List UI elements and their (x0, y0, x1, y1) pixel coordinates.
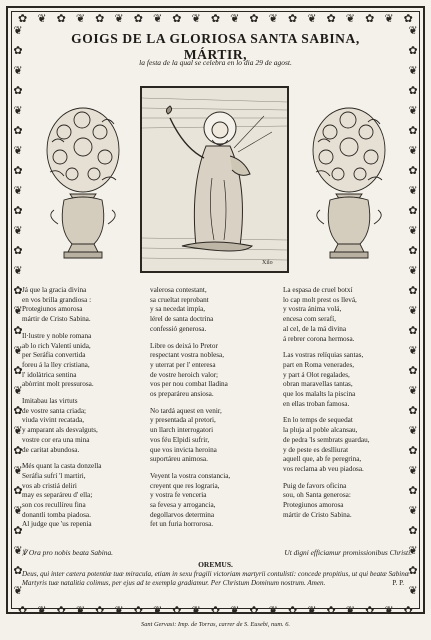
verse-line: lérel de santa doctrina (150, 315, 214, 324)
verse-line: son cos recullíreu fina (22, 501, 86, 510)
verse-line: l' idolàtrica sentina (22, 370, 77, 379)
verse-line: obran maravellas tantas, (283, 380, 353, 389)
verse-line: abòrrint molt pressurosa. (22, 380, 94, 389)
verse-stanza (283, 416, 409, 474)
engraving-signature: Xilo (262, 260, 273, 266)
verse-line: vos féu Elpidi sufrir, (150, 435, 210, 444)
verse-stanza (283, 482, 409, 521)
verse-line: de pedra 'ls sembrats guardau, (283, 435, 370, 444)
verse-line: y amparant als desvalguts, (22, 426, 98, 435)
verse-line: Veyent la vostra constancia, (150, 471, 231, 480)
verse-line: encesa com serafí, (283, 315, 336, 324)
verse-line: No tardá aquest en venir, (150, 406, 222, 415)
left-flower-vase-engraving (42, 102, 124, 264)
verse-line: creyent que res lograria, (150, 481, 220, 490)
verse-line: y presentada al pretori, (150, 416, 216, 425)
responsory: Ut digni efficiamur promissionibus Christi. (284, 548, 412, 557)
verse-line: vos ab cristiá deliri (22, 481, 77, 490)
verse-stanza (283, 351, 409, 409)
left-ornament-column: ❦ ✿ ❦ ✿ ❦ ✿ ❦ ✿ ❦ ✿ ❦ ✿ ❦ ✿ ❦ ✿ ❦ ✿ ❦ ✿ ❦ ✿ ❦ ✿ ❦ ✿ ❦ ✿ ❦ (13, 25, 23, 597)
verse-line: en ellas troban famosa. (283, 399, 350, 408)
verse-line: y part á Olot regalades, (283, 370, 350, 379)
verse-stanza (150, 342, 280, 400)
verse-line: Imitabau las virtuts (22, 397, 78, 406)
verse-line: respectant vostra noblesa, (150, 351, 225, 360)
verse-line: Al judge que 'us repenia (22, 520, 92, 529)
versicle-response (22, 548, 412, 557)
verse-stanza (22, 332, 146, 390)
verse-line: en vos brilla grandiosa : (22, 295, 92, 304)
versicle: ℣ Ora pro nobis beata Sabina. (22, 548, 114, 557)
prayer-signature: P. P. (392, 579, 404, 588)
verse-line: á rebrer corona hermosa. (283, 334, 355, 343)
verse-line: Libre os deixá lo Pretor (150, 341, 218, 350)
verse-line: y vostra fe venceria (150, 491, 207, 500)
verse-stanza (283, 286, 409, 344)
verse-line: donantli tomba piadosa. (22, 510, 91, 519)
verse-stanza (150, 407, 280, 465)
verse-line: vostre cor era una mina (22, 435, 90, 444)
verse-stanza (150, 472, 280, 530)
oremus-heading: OREMUS. (198, 560, 233, 569)
verse-line: mártir de Cristo Sabina. (283, 510, 352, 519)
verse-line: os preparáreu ansiosa. (150, 390, 214, 399)
verse-line: un llarch interrogatori (150, 426, 214, 435)
verse-line: per Seráfia convertida (22, 351, 86, 360)
verse-stanza (150, 286, 280, 335)
verse-line: En lo temps de sequedat (283, 416, 353, 425)
verse-line: Puig de favors oficina (283, 481, 347, 490)
printer-imprint: Sant Gervasi: Imp. de Torras, carrer de S. Eusebi, num. 6. (141, 621, 290, 628)
verse-line: y uterrat per l' enteresa (150, 360, 216, 369)
page-subtitle: la festa de la qual se celebra en lo dia 29 de agost. (139, 58, 292, 67)
verse-stanza (22, 462, 146, 530)
top-ornament-row: ✿ ❦ ✿ ❦ ✿ ❦ ✿ ❦ ✿ ❦ ✿ ❦ ✿ ❦ ✿ ❦ ✿ ❦ ✿ ❦ ✿ (18, 13, 413, 25)
verse-line: valerosa contestant, (150, 286, 207, 294)
right-flower-vase-engraving (308, 102, 390, 264)
verse-column-2 (150, 286, 280, 537)
verse-line: la pluja al poble alcansau, (283, 426, 358, 435)
page-title: GOIGS DE LA GLORIOSA SANTA SABINA, MÁRTIR, (71, 31, 360, 62)
verse-line: Més quant la casta donzella (22, 462, 102, 471)
verse-line: que vos invicta heroina (150, 445, 217, 454)
verse-line: Protegiunos amorosa (283, 501, 344, 510)
verse-line: degollarvos determina (150, 510, 215, 519)
verse-line: vos per nou combat lladina (150, 380, 228, 389)
verse-line: y vostra ánima volá, (283, 305, 342, 314)
verse-line: aquell que, ab fe peregrina, (283, 455, 362, 464)
verse-line: sou, oh Santa generosa: (283, 491, 351, 500)
verse-line: foreu á la lley cristiana, (22, 360, 90, 369)
verse-line: suportáreu animosa. (150, 455, 208, 464)
verse-line: Protegiunos amorosa (22, 305, 83, 314)
right-ornament-column: ❦ ✿ ❦ ✿ ❦ ✿ ❦ ✿ ❦ ✿ ❦ ✿ ❦ ✿ ❦ ✿ ❦ ✿ ❦ ✿ ❦ ✿ ❦ ✿ ❦ ✿ ❦ ✿ ❦ (408, 25, 418, 597)
verse-line: mártir de Cristo Sabina. (22, 315, 91, 324)
verse-stanza (22, 397, 146, 455)
verse-line: y de peste es deslliurat (283, 445, 349, 454)
verse-line: de vostre santa criada; (22, 406, 87, 415)
verse-line: may es separáreu d' ella; (22, 491, 93, 500)
verse-line: Il·lustre y noble romana (22, 331, 92, 340)
verse-line: vos reclama ab veu piadosa. (283, 464, 364, 473)
verse-line: Já que la gracia divina (22, 286, 87, 294)
verse-line: lo cap molt prest os llevá, (283, 295, 357, 304)
verse-line: de vostre heroich valor; (150, 370, 219, 379)
verse-line: viuda vivint recatada, (22, 416, 85, 425)
verse-line: sa crueltat reprobant (150, 295, 209, 304)
verse-line: ab lo rich Valentí unida, (22, 341, 91, 350)
bottom-ornament-row: ✿ ❦ ✿ ❦ ✿ ❦ ✿ ❦ ✿ ❦ ✿ ❦ ✿ ❦ ✿ ❦ ✿ ❦ ✿ ❦ ✿ (18, 605, 413, 617)
verse-line: y sa necedat impía, (150, 305, 206, 314)
verse-line: part en Roma venerades, (283, 360, 355, 369)
verse-line: que los malalts la piscina (283, 390, 356, 399)
verse-line: de caritat abundosa. (22, 445, 80, 454)
verse-line: fet un furia horrorosa. (150, 520, 214, 529)
verse-line: confessió generosa. (150, 324, 207, 333)
verse-line: sa fevesa y arrogancia, (150, 501, 216, 510)
verse-line: al cel, de la má divina (283, 324, 347, 333)
prayer-text-block (22, 570, 410, 588)
verse-line: Seráfia sufrí 'l martiri, (22, 471, 86, 480)
verses-section (20, 286, 411, 536)
verse-line: Las vostras relíquias santas, (283, 351, 364, 360)
saint-sabina-engraving (140, 86, 289, 273)
verse-column-3 (283, 286, 409, 527)
verse-stanza (22, 286, 146, 325)
prayer-text: Deus, qui inter cætera potentiæ tuæ miracula, etiam in sexu fragili victoriam martyrii contulisti: concede propitius, ut qui beatæ Sabinæ Martyris tuæ natalitia colimus, per ejus ad te exempla gradiamur. Per Christum Dominum nostrum. Amen. (22, 570, 410, 588)
verse-line: La espasa de cruel botxí (283, 286, 353, 294)
verse-column-1 (22, 286, 146, 537)
